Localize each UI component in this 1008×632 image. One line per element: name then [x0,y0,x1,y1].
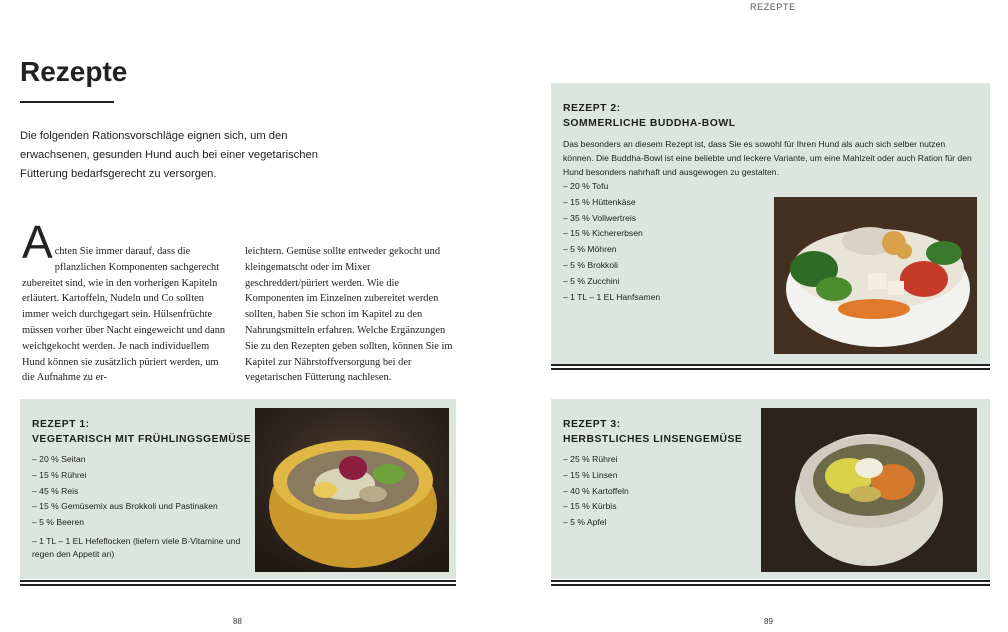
bowl-photo-illustration [774,197,977,354]
ingredient-item: – 15 % Kürbis [563,499,753,515]
running-header: REZEPTE [750,2,796,12]
title-underline [20,101,114,103]
right-page [504,0,1008,632]
ingredient-item: – 15 % Linsen [563,468,753,484]
recipe-2-box [551,83,990,364]
recipe-1-box [20,399,456,579]
bowl-photo-illustration [761,408,977,572]
ingredient-item: – 5 % Beeren [32,515,244,531]
box-bottom-rule [20,580,456,582]
box-bottom-rule [551,368,990,370]
ingredient-item: – 1 TL – 1 EL Hefeflocken (liefern viele B-Vitamine und regen den Appetit an) [32,535,244,561]
ingredient-item: – 45 % Reis [32,484,244,500]
ingredient-item: – 5 % Apfel [563,515,753,531]
intro-paragraph: Die folgenden Rationsvorschläge eignen sich, um den erwachsenen, gesunden Hund auch bei einer vegetarischen Fütterung bedarfsgerecht zu versorgen. [20,130,318,180]
ingredient-item: – 5 % Zucchini [563,274,763,290]
recipe-1-ingredients [32,452,244,561]
recipe-1-name: VEGETARISCH MIT FRÜHLINGSGEMÜSE [32,434,252,445]
ingredient-item: – 20 % Seitan [32,452,244,468]
ingredient-item: – 1 TL – 1 EL Hanfsamen [563,290,763,306]
recipe-1-number: REZEPT 1: [32,419,90,430]
recipe-2-number: REZEPT 2: [563,103,621,114]
ingredient-item: – 15 % Kichererbsen [563,226,763,242]
recipe-3-photo [761,408,977,572]
ingredient-item: – 25 % Rührei [563,452,753,468]
body-column-1 [22,216,230,386]
recipe-2-photo [774,197,977,354]
page-number-left: 88 [233,617,242,626]
ingredient-item: – 15 % Hüttenkäse [563,195,763,211]
body-column-1-text: chten Sie immer darauf, dass die pflanzlichen Komponenten sachgerecht zubereitet sind, wie in den vorherigen Kapiteln erläutert. Kartoffeln, Nudeln und Co sollten immer weich durchgegart sein. Hülsenfrüchte müssen vorher über Nacht eingeweicht und dann weichgekocht werden. Je nach individuellem Hund können sie zusätzlich püriert werden, um die Aufnahme zu er- [22,246,226,384]
drop-cap: A [22,216,53,268]
ingredient-item: – 20 % Tofu [563,179,763,195]
recipe-3-ingredients [563,452,753,531]
recipe-3-heading [563,417,742,447]
page-title: Rezepte [20,56,128,87]
recipe-1-photo [255,408,449,572]
recipe-2-heading [563,101,736,131]
ingredient-item: – 15 % Gemüsemix aus Brokkoli und Pastinaken [32,499,244,515]
ingredient-item: – 15 % Rührei [32,468,244,484]
box-bottom-rule [20,584,456,586]
ingredient-item: – 40 % Kartoffeln [563,484,753,500]
body-column-2: leichtern. Gemüse sollte entweder gekocht und kleingematscht oder im Mixer geschreddert/püriert werden. Wie die Komponenten im Einzelnen zubereitet werden sollten, haben Sie schon im Kapitel zu den Nahrungsmitteln erfahren. Welche Ergänzungen Sie zu den Rezepten geben sollten, können Sie im Kapitel zur Nährstoffversorgung bei der vegetarischen Fütterung nachlesen. [245,246,453,384]
box-bottom-rule [551,580,990,582]
box-bottom-rule [551,364,990,366]
recipe-2-description: Das besonders an diesem Rezept ist, dass Sie es sowohl für Ihren Hund als auch sich selber nutzen können. Die Buddha-Bowl ist eine beliebte und leckere Variante, um eine Mahlzeit oder auch Ration für den Hund besonders nahrhaft und ausgewogen zu gestalten. [563,139,972,178]
ingredient-item: – 5 % Möhren [563,242,763,258]
recipe-2-ingredients [563,179,763,305]
recipe-1-heading [32,417,251,447]
recipe-3-number: REZEPT 3: [563,419,621,430]
recipe-2-name: SOMMERLICHE BUDDHA-BOWL [563,118,736,129]
ingredient-item: – 35 % Vollwertreis [563,211,763,227]
recipe-3-box [551,399,990,579]
page-number-right: 89 [764,617,773,626]
bowl-photo-illustration [255,408,449,572]
box-bottom-rule [551,584,990,586]
recipe-3-name: HERBSTLICHES LINSENGEMÜSE [563,434,743,445]
ingredient-item: – 5 % Brokkoli [563,258,763,274]
